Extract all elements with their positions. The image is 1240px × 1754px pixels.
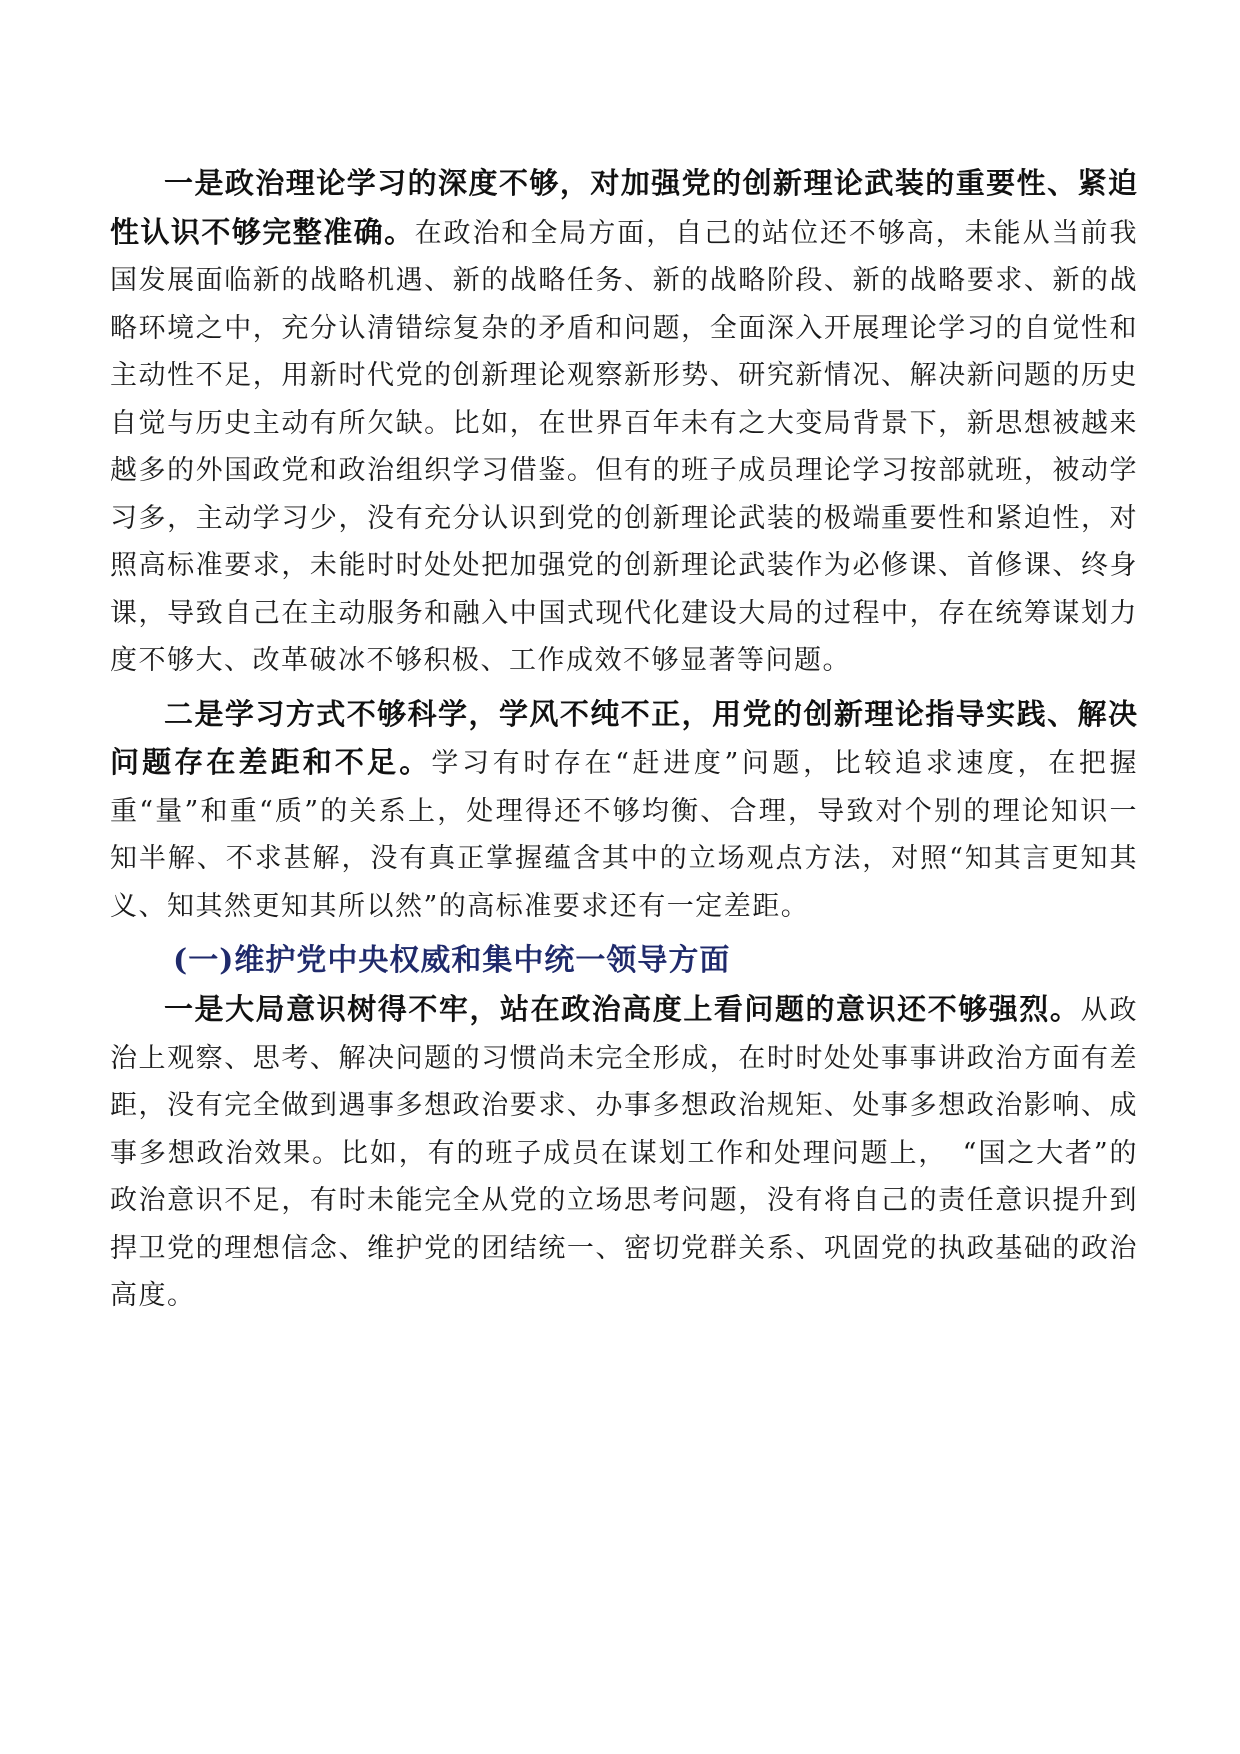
paragraph-overall-awareness: [110, 986, 1138, 1320]
paragraph-body: 从政治上观察、思考、解决问题的习惯尚未完全形成，在时时处处事事讲政治方面有差距，没有完全做到遇事多想政治要求、办事多想政治规矩、处事多想政治影响、成事多想政治效果。比如，有的班子成员在谋划工作和处理问题上， “国之大者”的政治意识不足，有时未能完全从党的立场思考问题，没有将自己的责任意识提升到捍卫党的理想信念、维护党的团结统一、密切党群关系、巩固党的执政基础的政治高度。: [110, 995, 1139, 1311]
paragraph-theory-depth: [110, 160, 1138, 685]
paragraph-body: 学习有时存在“赶进度”问题，比较追求速度，在把握重“量”和重“质”的关系上，处理得还不够均衡、合理，导致对个别的理论知识一知半解、不求甚解，没有真正掌握蕴含其中的立场观点方法，对照“知其言更知其义、知其然更知其所以然”的高标准要求还有一定差距。: [110, 748, 1138, 922]
section-heading: (一)维护党中央权威和集中统一领导方面: [173, 943, 731, 978]
paragraph-lead: 二是学习方式不够科学，学风不纯不正，用党的创新理论指导实践、解决问题存在差距和不足。: [110, 696, 1138, 779]
paragraph-study-method: [110, 691, 1138, 931]
document-body: [110, 160, 1138, 1326]
paragraph-body: 在政治和全局方面，自己的站位还不够高，未能从当前我国发展面临新的战略机遇、新的战略任务、新的战略阶段、新的战略要求、新的战略环境之中，充分认清错综复杂的矛盾和问题，全面深入开展理论学习的自觉性和主动性不足，用新时代党的创新理论观察新形势、研究新情况、解决新问题的历史自觉与历史主动有所欠缺。比如，在世界百年未有之大变局背景下，新思想被越来越多的外国政党和政治组织学习借鉴。但有的班子成员理论学习按部就班，被动学习多，主动学习少，没有充分认识到党的创新理论武装的极端重要性和紧迫性，对照高标准要求，未能时时处处把加强党的创新理论武装作为必修课、首修课、终身课，导致自己在主动服务和融入中国式现代化建设大局的过程中，存在统筹谋划力度不够大、改革破冰不够积极、工作成效不够显著等问题。: [110, 217, 1138, 676]
paragraph-lead: 一是大局意识树得不牢，站在政治高度上看问题的意识还不够强烈。: [164, 992, 1081, 1026]
paragraph-lead: 一是政治理论学习的深度不够，对加强党的创新理论武装的重要性、紧迫性认识不够完整准确。: [110, 166, 1138, 249]
